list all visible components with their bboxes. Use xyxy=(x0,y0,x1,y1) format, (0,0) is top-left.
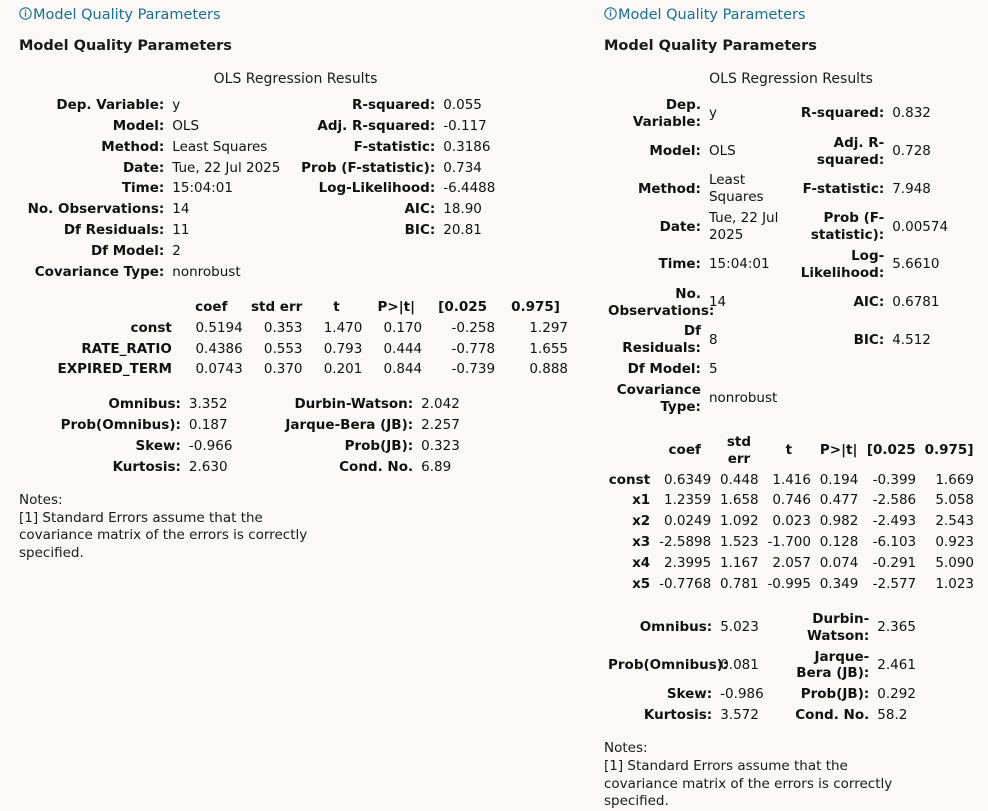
ci-high: 1.655 xyxy=(529,340,568,357)
stderr-value: 0.353 xyxy=(263,319,303,336)
coef-col-header: std err xyxy=(250,298,303,315)
ols-diagnostics-table-left xyxy=(19,394,572,478)
summary-value: 7.948 xyxy=(892,180,931,197)
diagnostic-value: -0.986 xyxy=(720,686,764,703)
ci-low: -0.399 xyxy=(872,471,917,488)
summary-label: Model: xyxy=(649,143,701,160)
diagnostic-label: Omnibus: xyxy=(108,396,181,413)
diagnostic-value: 2.365 xyxy=(877,619,916,636)
table-row xyxy=(19,297,572,318)
summary-value: 8 xyxy=(708,331,718,348)
ci-high: 1.669 xyxy=(935,471,974,488)
stderr-value: 0.781 xyxy=(719,575,759,592)
stderr-value: 1.658 xyxy=(719,492,759,509)
notes-body: [1] Standard Errors assume that the covariance matrix of the errors is correctly specified. xyxy=(19,509,308,562)
ci-high: 1.297 xyxy=(529,319,568,336)
summary-label: Covariance Type: xyxy=(616,382,701,415)
coef-col-header: t xyxy=(333,298,340,315)
summary-value: 14 xyxy=(172,201,190,218)
diagnostic-label: Prob(Omnibus): xyxy=(608,656,729,673)
coef-col-header: t xyxy=(785,442,793,459)
ci-low: -0.739 xyxy=(451,361,496,378)
summary-value: Tue, 22 Jul 2025 xyxy=(172,159,281,176)
stderr-value: 0.553 xyxy=(263,340,303,357)
pvalue: 0.844 xyxy=(383,361,423,378)
summary-label: Df Model: xyxy=(627,361,701,378)
coef-header-row-right xyxy=(604,432,978,470)
summary-label: Prob (F-statistic): xyxy=(301,159,436,176)
summary-value: 14 xyxy=(708,294,727,311)
table-row xyxy=(604,574,978,595)
coef-col-header: [0.025 xyxy=(438,298,488,315)
coef-row-name: x1 xyxy=(632,492,651,509)
coef-col-header: P>|t| xyxy=(819,442,858,459)
summary-label: Dep. Variable: xyxy=(632,96,701,130)
table-row xyxy=(604,470,978,491)
diagnostic-value: 0.187 xyxy=(188,417,228,434)
stderr-value: 0.370 xyxy=(263,361,303,378)
summary-label: AIC: xyxy=(404,201,436,218)
diagnostic-label: Durbin-Watson: xyxy=(806,610,870,644)
summary-label: No. Observations: xyxy=(27,201,165,218)
pvalue: 0.477 xyxy=(819,492,859,509)
info-circle-icon xyxy=(604,7,617,27)
summary-value: 11 xyxy=(172,222,190,239)
coef-col-header xyxy=(604,432,654,470)
table-row xyxy=(19,415,572,436)
table-row xyxy=(604,532,978,553)
pvalue: 0.194 xyxy=(819,471,859,488)
coef-value: 2.3995 xyxy=(663,555,712,572)
pvalue: 0.349 xyxy=(819,575,859,592)
diagnostic-label: Jarque-Bera (JB): xyxy=(796,648,870,682)
summary-value: 0.00574 xyxy=(892,218,949,235)
pvalue: 0.982 xyxy=(819,513,859,530)
model-quality-anchor-link[interactable] xyxy=(604,6,978,27)
t-value: 0.201 xyxy=(323,361,363,378)
summary-label: Method: xyxy=(101,138,165,155)
diagnostic-value: 6.89 xyxy=(421,458,452,475)
t-value: 1.470 xyxy=(323,319,363,336)
summary-value xyxy=(888,380,978,418)
diagnostic-label: Cond. No. xyxy=(339,458,414,475)
summary-value: 2 xyxy=(172,243,181,260)
pvalue: 0.444 xyxy=(383,340,423,357)
coef-col-header: P>|t| xyxy=(377,298,416,315)
table-row xyxy=(604,609,978,647)
diagnostic-label: Prob(JB): xyxy=(344,438,414,455)
table-row xyxy=(604,95,978,133)
coef-row-name: x5 xyxy=(632,575,651,592)
diagnostic-value: 0.323 xyxy=(421,438,460,455)
coef-col-header xyxy=(19,297,176,318)
summary-label: R-squared: xyxy=(800,105,885,122)
summary-label: Date: xyxy=(659,218,701,235)
ci-low: -6.103 xyxy=(872,534,917,551)
summary-label: BIC: xyxy=(404,222,436,239)
summary-value: 18.90 xyxy=(443,201,482,218)
summary-label: Df Residuals: xyxy=(622,323,701,357)
notes-heading: Notes: xyxy=(19,491,63,508)
coef-value: 0.6349 xyxy=(663,471,712,488)
summary-value: y xyxy=(172,96,181,113)
coef-value: 0.0249 xyxy=(663,513,712,530)
summary-value: OLS xyxy=(172,117,200,134)
ci-high: 1.023 xyxy=(935,575,974,592)
section-title-right: Model Quality Parameters xyxy=(604,37,817,54)
model-quality-anchor-link[interactable] xyxy=(19,6,572,27)
ols-summary-table-right xyxy=(604,71,978,417)
table-row xyxy=(19,359,572,380)
diagnostic-value: 2.042 xyxy=(421,396,460,413)
table-row xyxy=(604,208,978,246)
table-row xyxy=(19,457,572,478)
table-row xyxy=(604,684,978,705)
summary-value: 0.734 xyxy=(443,159,482,176)
ci-low: -2.586 xyxy=(872,492,917,509)
summary-label: Covariance Type: xyxy=(34,263,165,280)
stderr-value: 1.167 xyxy=(719,555,759,572)
stderr-value: 1.523 xyxy=(719,534,759,551)
diagnostic-value: -0.966 xyxy=(188,438,233,455)
summary-label: Time: xyxy=(658,256,701,273)
info-circle-icon xyxy=(19,7,32,27)
t-value: 0.746 xyxy=(772,492,811,509)
ols-summary-body-left xyxy=(19,95,572,283)
pvalue: 0.074 xyxy=(819,555,859,572)
table-row xyxy=(19,394,572,415)
t-value: 0.793 xyxy=(323,340,363,357)
summary-label: Date: xyxy=(122,159,165,176)
diagnostic-value: 0.292 xyxy=(877,686,916,703)
summary-value: Least Squares xyxy=(708,172,764,206)
table-row xyxy=(19,137,572,158)
table-row xyxy=(19,220,572,241)
ci-low: -0.258 xyxy=(451,319,496,336)
coef-col-header: coef xyxy=(195,298,228,315)
summary-value: y xyxy=(708,105,717,122)
coef-col-header: std err xyxy=(726,433,751,467)
summary-label: Log-Likelihood: xyxy=(800,247,885,281)
table-row xyxy=(19,178,572,199)
table-row xyxy=(604,432,978,470)
diagnostic-value: 2.257 xyxy=(421,417,460,434)
model-quality-panel-right xyxy=(588,0,988,810)
ci-high: 5.090 xyxy=(935,555,974,572)
coef-row-name: const xyxy=(130,319,172,336)
table-row xyxy=(19,158,572,179)
diagnostic-value: 2.461 xyxy=(877,656,916,673)
stderr-value: 0.448 xyxy=(719,471,759,488)
coef-row-name: EXPIRED_TERM xyxy=(57,361,172,378)
summary-value xyxy=(439,262,572,283)
coef-col-header: [0.025 xyxy=(866,442,916,459)
summary-label xyxy=(284,262,439,283)
t-value: 1.416 xyxy=(772,471,811,488)
summary-label: Model: xyxy=(112,117,165,134)
summary-value: 5.6610 xyxy=(892,256,940,273)
t-value: -1.700 xyxy=(767,534,811,551)
summary-label: BIC: xyxy=(853,331,885,348)
diagnostic-label: Skew: xyxy=(135,438,181,455)
summary-label: Df Model: xyxy=(90,243,165,260)
summary-label: Adj. R-squared: xyxy=(317,117,436,134)
summary-label xyxy=(784,380,889,418)
table-row xyxy=(19,339,572,360)
summary-value: 5 xyxy=(708,361,718,378)
diagnostic-label: Kurtosis: xyxy=(112,458,181,475)
summary-value: nonrobust xyxy=(172,263,241,280)
diagnostic-value: 5.023 xyxy=(720,619,759,636)
coef-value: -0.7768 xyxy=(659,575,712,592)
ols-summary-caption-left: OLS Regression Results xyxy=(213,71,378,88)
diagnostic-value: 3.352 xyxy=(188,396,228,413)
table-row xyxy=(604,284,978,322)
coef-header-row-left xyxy=(19,297,572,318)
summary-label: AIC: xyxy=(853,294,885,311)
summary-value: 20.81 xyxy=(443,222,482,239)
diagnostic-value: 2.630 xyxy=(188,458,228,475)
coef-row-name: x3 xyxy=(632,534,651,551)
summary-value: 0.3186 xyxy=(443,138,491,155)
table-row xyxy=(19,95,572,116)
diag-body-left xyxy=(19,394,572,478)
coef-value: -2.5898 xyxy=(659,534,712,551)
ci-high: 5.058 xyxy=(935,492,974,509)
coef-row-name: x2 xyxy=(632,513,651,530)
summary-value: 0.6781 xyxy=(892,294,940,311)
table-row xyxy=(19,199,572,220)
summary-value: nonrobust xyxy=(708,390,778,407)
coef-row-name: x4 xyxy=(632,555,651,572)
anchor-link-label: Model Quality Parameters xyxy=(618,7,806,23)
summary-label: Method: xyxy=(637,180,701,197)
diagnostic-label: Prob(Omnibus): xyxy=(60,417,181,434)
ci-low: -2.577 xyxy=(872,575,917,592)
coef-body-right xyxy=(604,470,978,595)
ci-low: -0.291 xyxy=(872,555,917,572)
diag-body-right xyxy=(604,609,978,726)
summary-label: F-statistic: xyxy=(353,138,436,155)
diagnostic-label: Cond. No. xyxy=(795,707,870,724)
coef-body-left xyxy=(19,318,572,381)
table-row xyxy=(604,246,978,284)
table-row xyxy=(19,241,572,262)
ols-coefficients-table-left xyxy=(19,297,572,381)
summary-label: R-squared: xyxy=(351,96,436,113)
notes-heading: Notes: xyxy=(604,740,648,757)
coef-value: 0.0743 xyxy=(195,361,243,378)
coef-col-header: 0.975] xyxy=(511,298,560,315)
summary-label: Df Residuals: xyxy=(63,222,165,239)
diagnostic-value: 58.2 xyxy=(877,707,908,724)
coef-value: 1.2359 xyxy=(663,492,712,509)
summary-value: 15:04:01 xyxy=(708,256,770,273)
table-row xyxy=(19,262,572,283)
ci-low: -0.778 xyxy=(451,340,496,357)
summary-label: Dep. Variable: xyxy=(56,96,165,113)
anchor-link-label: Model Quality Parameters xyxy=(33,7,221,23)
ols-diagnostics-table-right xyxy=(604,609,978,726)
section-title-left: Model Quality Parameters xyxy=(19,37,232,54)
summary-label: Prob (F-statistic): xyxy=(810,210,885,244)
table-row xyxy=(604,359,978,380)
diagnostic-value: 0.081 xyxy=(720,656,759,673)
ols-summary-block-right xyxy=(604,71,978,811)
table-row xyxy=(604,133,978,171)
table-row xyxy=(19,116,572,137)
t-value: 0.023 xyxy=(772,513,811,530)
coef-col-header: 0.975] xyxy=(924,442,974,459)
diagnostic-label: Jarque-Bera (JB): xyxy=(285,417,414,434)
ols-summary-caption-right: OLS Regression Results xyxy=(709,71,873,88)
summary-value: 15:04:01 xyxy=(172,180,233,197)
summary-value: 0.055 xyxy=(443,96,482,113)
notes-body: [1] Standard Errors assume that the covariance matrix of the errors is correctly specified. xyxy=(604,757,893,810)
table-row xyxy=(604,490,978,511)
diagnostic-label: Prob(JB): xyxy=(800,686,870,703)
t-value: -0.995 xyxy=(767,575,811,592)
summary-label: Time: xyxy=(121,180,165,197)
summary-label: F-statistic: xyxy=(802,180,885,197)
table-row xyxy=(19,318,572,339)
summary-label xyxy=(284,241,439,262)
coef-row-name: const xyxy=(608,471,651,488)
table-row xyxy=(19,436,572,457)
diagnostic-label: Skew: xyxy=(666,686,713,703)
diagnostic-label: Omnibus: xyxy=(639,619,713,636)
table-row xyxy=(604,380,978,418)
summary-label: No. Observations: xyxy=(608,285,715,319)
summary-value xyxy=(439,241,572,262)
summary-value: -0.117 xyxy=(443,117,487,134)
table-row xyxy=(604,321,978,359)
summary-label: Adj. R-squared: xyxy=(816,134,885,168)
ci-high: 0.888 xyxy=(529,361,568,378)
diagnostic-value: 3.572 xyxy=(720,707,759,724)
pvalue: 0.170 xyxy=(383,319,423,336)
summary-value: Least Squares xyxy=(172,138,268,155)
summary-label xyxy=(784,359,889,380)
coef-row-name: RATE_RATIO xyxy=(81,340,172,357)
diagnostic-label: Kurtosis: xyxy=(643,707,713,724)
table-row xyxy=(604,511,978,532)
ols-coefficients-table-right xyxy=(604,432,978,595)
pvalue: 0.128 xyxy=(819,534,859,551)
summary-value: 0.832 xyxy=(892,105,931,122)
ols-summary-block-left xyxy=(19,71,572,563)
table-row xyxy=(604,170,978,208)
ci-high: 0.923 xyxy=(935,534,974,551)
coef-value: 0.5194 xyxy=(195,319,243,336)
stderr-value: 1.092 xyxy=(719,513,759,530)
summary-value xyxy=(888,359,978,380)
summary-value: 4.512 xyxy=(892,331,931,348)
t-value: 2.057 xyxy=(772,555,811,572)
table-row xyxy=(604,553,978,574)
ols-summary-table-left xyxy=(19,71,572,282)
summary-label: Log-Likelihood: xyxy=(318,180,436,197)
summary-value: -6.4488 xyxy=(443,180,496,197)
table-row xyxy=(604,705,978,726)
summary-value: Tue, 22 Jul 2025 xyxy=(708,210,779,244)
table-row xyxy=(604,647,978,685)
ols-summary-body-right xyxy=(604,95,978,418)
summary-value: 0.728 xyxy=(892,143,931,160)
coef-col-header: coef xyxy=(668,442,701,459)
notes-block-left xyxy=(19,492,309,563)
ci-low: -2.493 xyxy=(872,513,917,530)
diagnostic-label: Durbin-Watson: xyxy=(294,396,414,413)
coef-value: 0.4386 xyxy=(195,340,243,357)
ci-high: 2.543 xyxy=(935,513,974,530)
notes-block-right xyxy=(604,740,904,811)
summary-value: OLS xyxy=(708,143,736,160)
